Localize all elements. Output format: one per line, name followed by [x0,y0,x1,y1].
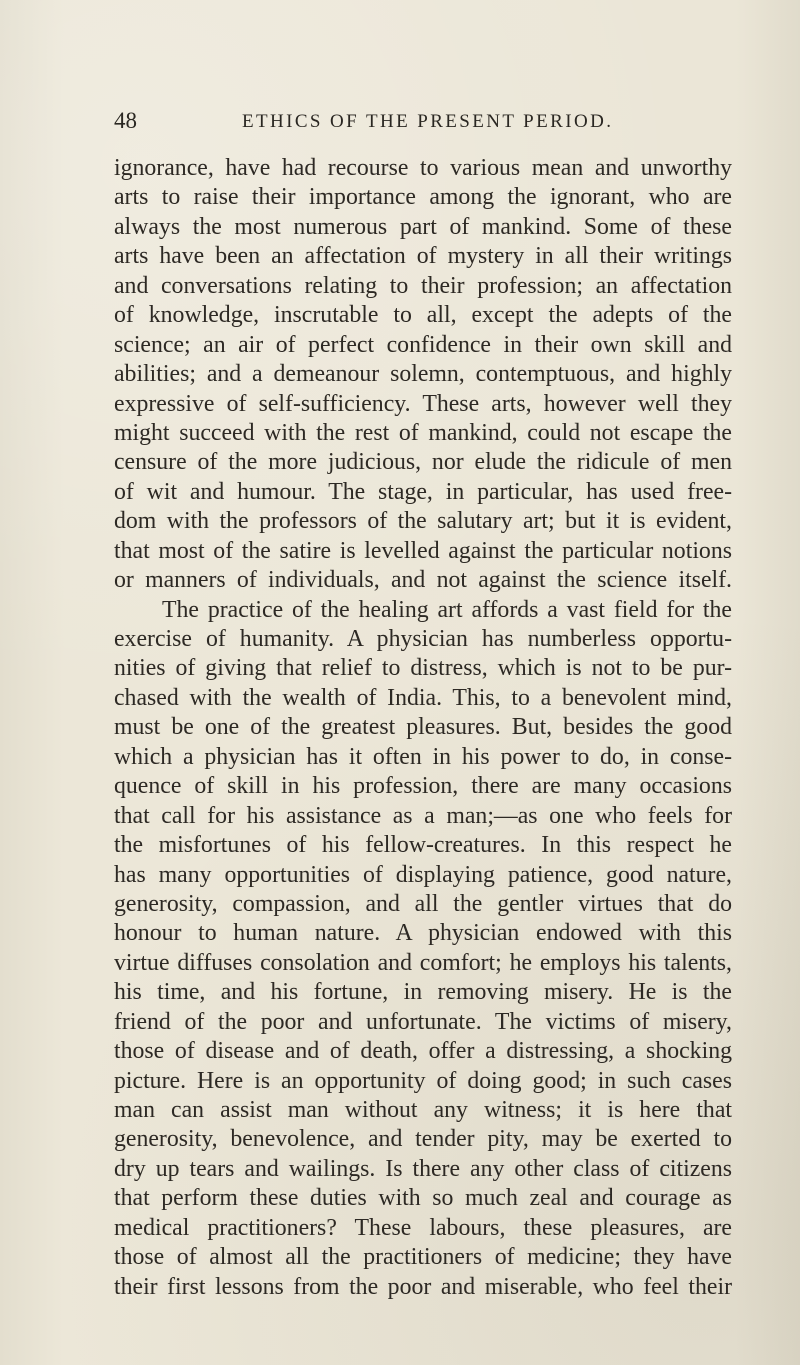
text-line: generosity, compassion, and all the gentler virtues that do [114,890,732,917]
text-line: man can assist man without any witness; it is here that [114,1097,732,1123]
page-header [114,106,734,140]
text-line: dom with the professors of the salutary art; but it is evident, [114,508,732,535]
text-line: that perform these duties with so much zeal and courage as [114,1185,732,1212]
text-line: and conversations relating to their profession; an affectation [114,272,732,299]
text-line: or manners of individuals, and not against the science itself. [114,567,732,594]
text-line: of wit and humour. The stage, in particular, has used free- [114,478,732,505]
text-line: censure of the more judicious, nor elude the ridicule of men [114,449,732,476]
text-line: must be one of the greatest pleasures. But, besides the good [114,714,732,741]
text-line: science; an air of perfect confidence in their own skill and [114,331,732,358]
text-line: always the most numerous part of mankind. Some of these [114,213,732,240]
text-line: those of almost all the practitioners of medicine; they have [114,1244,732,1271]
text-line: honour to human nature. A physician endowed with this [114,920,732,947]
text-line: abilities; and a demeanour solemn, contemptuous, and highly [114,361,732,388]
text-line: expressive of self-sufficiency. These arts, however well they [114,390,732,417]
text-line: medical practitioners? These labours, these pleasures, are [114,1214,732,1241]
text-line: his time, and his fortune, in removing misery. He is the [114,979,732,1006]
text-line: those of disease and of death, offer a distressing, a shocking [114,1038,732,1065]
text-line: which a physician has it often in his power to do, in conse- [114,743,732,770]
text-line: chased with the wealth of India. This, to a benevolent mind, [114,684,732,711]
text-line: nities of giving that relief to distress, which is not to be pur- [114,655,732,682]
text-line: arts have been an affectation of mystery in all their writings [114,243,732,270]
text-line: exercise of humanity. A physician has numberless opportu- [114,626,732,652]
text-line: their first lessons from the poor and miserable, who feel their [114,1273,732,1300]
text-line: picture. Here is an opportunity of doing good; in such cases [114,1067,732,1094]
text-line: virtue diffuses consolation and comfort; he employs his talents, [114,949,732,976]
running-title: ETHICS OF THE PRESENT PERIOD. [242,111,614,132]
text-line: dry up tears and wailings. Is there any other class of citizens [114,1155,732,1182]
text-line: quence of skill in his profession, there are many occasions [114,773,732,800]
text-line: of knowledge, inscrutable to all, except the adepts of the [114,302,732,329]
text-line: might succeed with the rest of mankind, could not escape the [114,419,732,446]
text-line: generosity, benevolence, and tender pity, may be exerted to [114,1126,732,1153]
page-number: 48 [114,108,137,133]
text-line: arts to raise their importance among the ignorant, who are [114,184,732,211]
text-line: the misfortunes of his fellow-creatures. In this respect he [114,832,732,859]
body-text [114,154,732,1302]
text-line: has many opportunities of displaying patience, good nature, [114,861,732,888]
text-line: that most of the satire is levelled against the particular notions [114,537,732,564]
text-line: friend of the poor and unfortunate. The victims of misery, [114,1008,732,1035]
text-line: ignorance, have had recourse to various mean and unworthy [114,155,732,181]
text-line: that call for his assistance as a man;—as one who feels for [114,802,732,829]
text-line: The practice of the healing art affords a vast field for the [162,596,732,623]
